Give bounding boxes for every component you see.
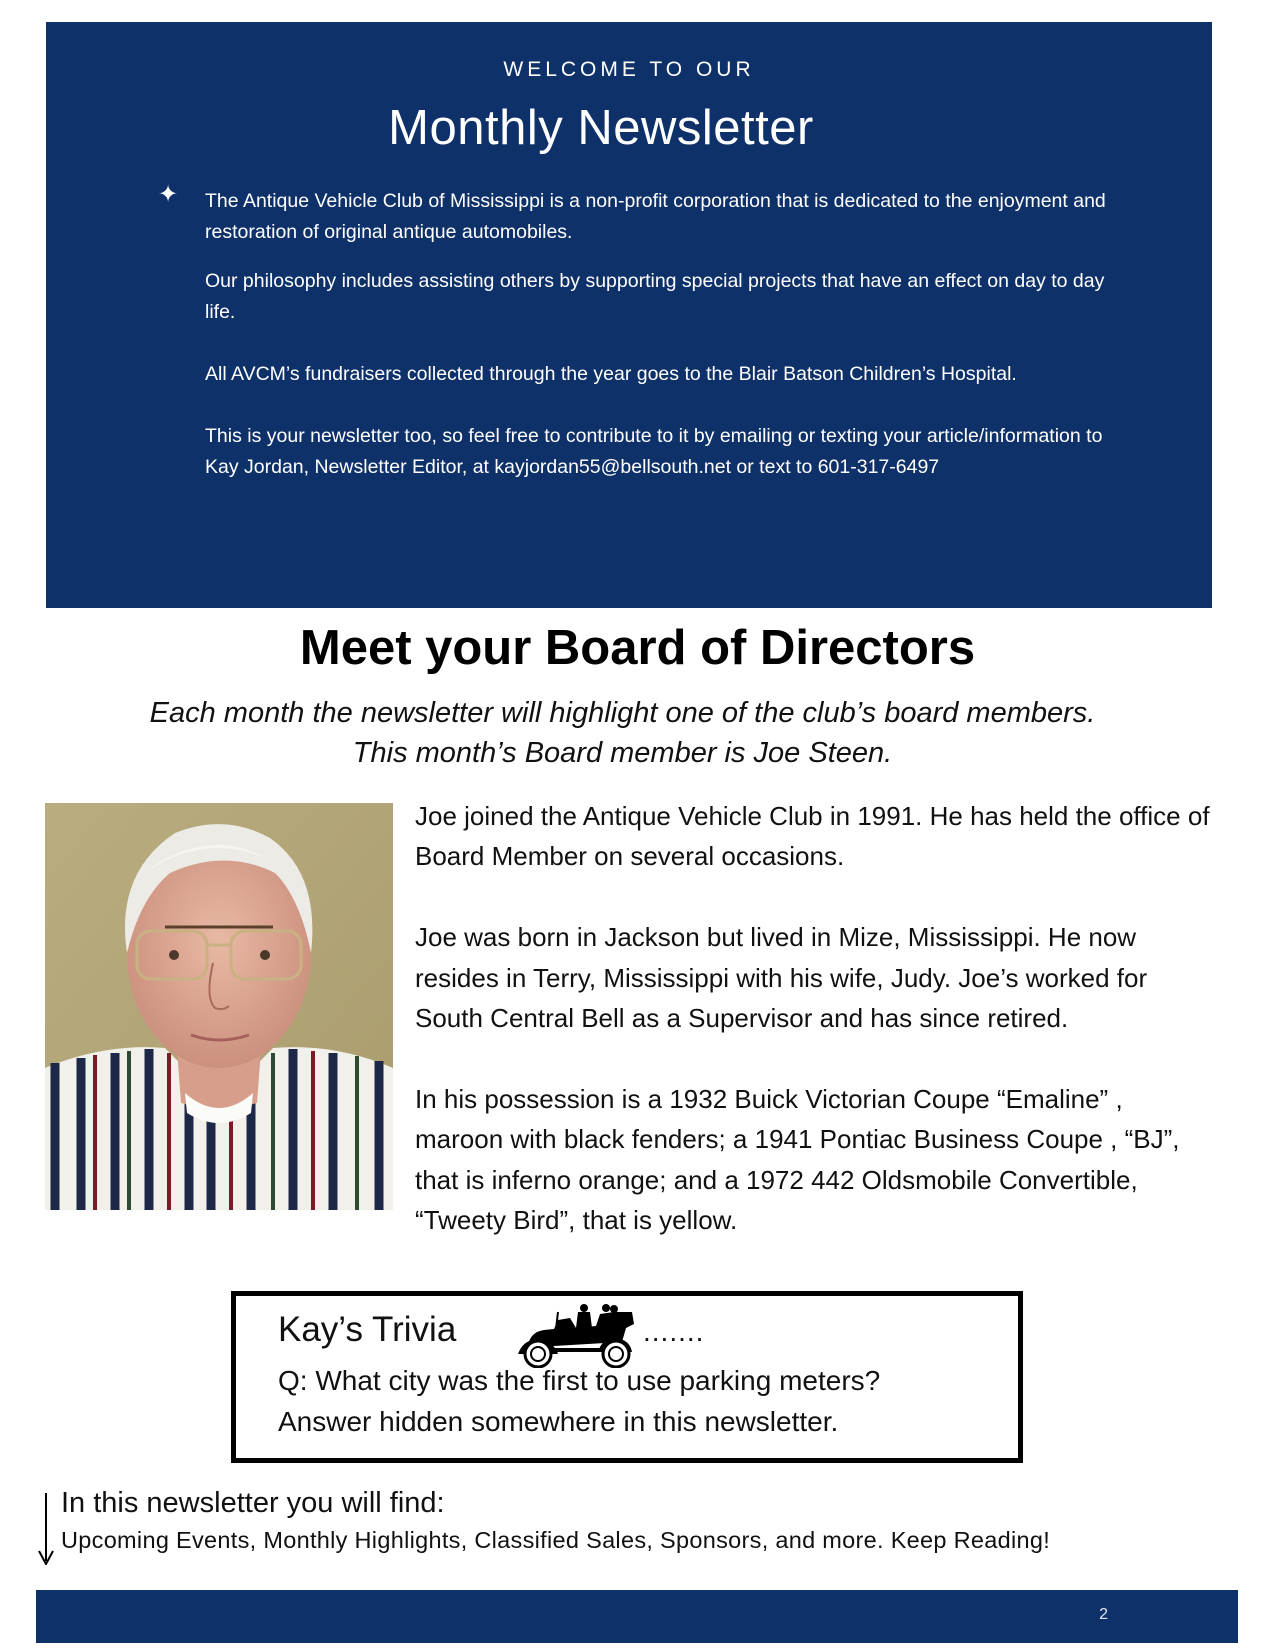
contents-title: In this newsletter you will find:	[61, 1487, 445, 1519]
board-member-bio	[415, 796, 1215, 1281]
trivia-question: Q: What city was the first to use parking meters?	[278, 1365, 881, 1396]
board-subtitle-line: Each month the newsletter will highlight one of the club’s board members.	[149, 697, 1096, 729]
board-subtitle-line: This month’s Board member is Joe Steen.	[352, 737, 893, 769]
fundraiser-paragraph: All AVCM’s fundraisers collected through the year goes to the Blair Batson Children’s Hospital.	[205, 363, 1017, 385]
newsletter-title: Monthly Newsletter	[388, 101, 814, 155]
welcome-kicker: WELCOME TO OUR	[503, 58, 755, 81]
bio-paragraph: In his possession is a 1932 Buick Victorian Coupe “Emaline” , maroon with black fenders; a 1941 Pontiac Business Coupe , “BJ”, that is inferno orange; and a 1972 442 Oldsmobile Convertible, “Tweety Bird”, that is yellow.	[415, 1083, 1180, 1236]
board-section-subtitle	[0, 693, 1245, 773]
bio-paragraph: Joe was born in Jackson but lived in Mize, Mississippi. He now resides in Terry, Mississippi with his wife, Judy. Joe’s worked for South Central Bell as a Supervisor and has since retired.	[415, 922, 1148, 1034]
board-member-portrait	[45, 803, 393, 1210]
portrait-photo-illustration	[45, 803, 393, 1210]
contribute-paragraph: This is your newsletter too, so feel free to contribute to it by emailing or texting your article/information to Kay Jordan, Newsletter Editor, at kayjordan55@bellsouth.net or text to 601-317-6497	[205, 425, 1103, 478]
welcome-banner	[46, 22, 1212, 608]
club-mission-paragraph: The Antique Vehicle Club of Mississippi is a non-profit corporation that is dedicated to the enjoyment and restoration of original antique automobiles.	[205, 190, 1106, 243]
antique-car-icon	[514, 1302, 644, 1368]
trivia-dots: .......	[643, 1316, 705, 1347]
club-philosophy-paragraph: Our philosophy includes assisting others by supporting special projects that have an effect on day to day life.	[205, 270, 1105, 323]
trivia-title: Kay’s Trivia	[278, 1310, 457, 1349]
trivia-box	[231, 1291, 1023, 1463]
contents-list: Upcoming Events, Monthly Highlights, Classified Sales, Sponsors, and more. Keep Reading!	[61, 1527, 1051, 1553]
club-description	[205, 186, 1135, 483]
star-bullet-icon: ✦	[158, 180, 179, 208]
page-number: 2	[1099, 1606, 1108, 1623]
trivia-answer-note: Answer hidden somewhere in this newsletter.	[278, 1406, 839, 1437]
bio-paragraph: Joe joined the Antique Vehicle Club in 1991. He has held the office of Board Member on several occasions.	[415, 801, 1210, 872]
trivia-question-block	[278, 1360, 880, 1442]
board-section-title: Meet your Board of Directors	[299, 621, 976, 675]
footer-bar	[36, 1590, 1238, 1643]
arrow-down-icon	[38, 1493, 54, 1565]
